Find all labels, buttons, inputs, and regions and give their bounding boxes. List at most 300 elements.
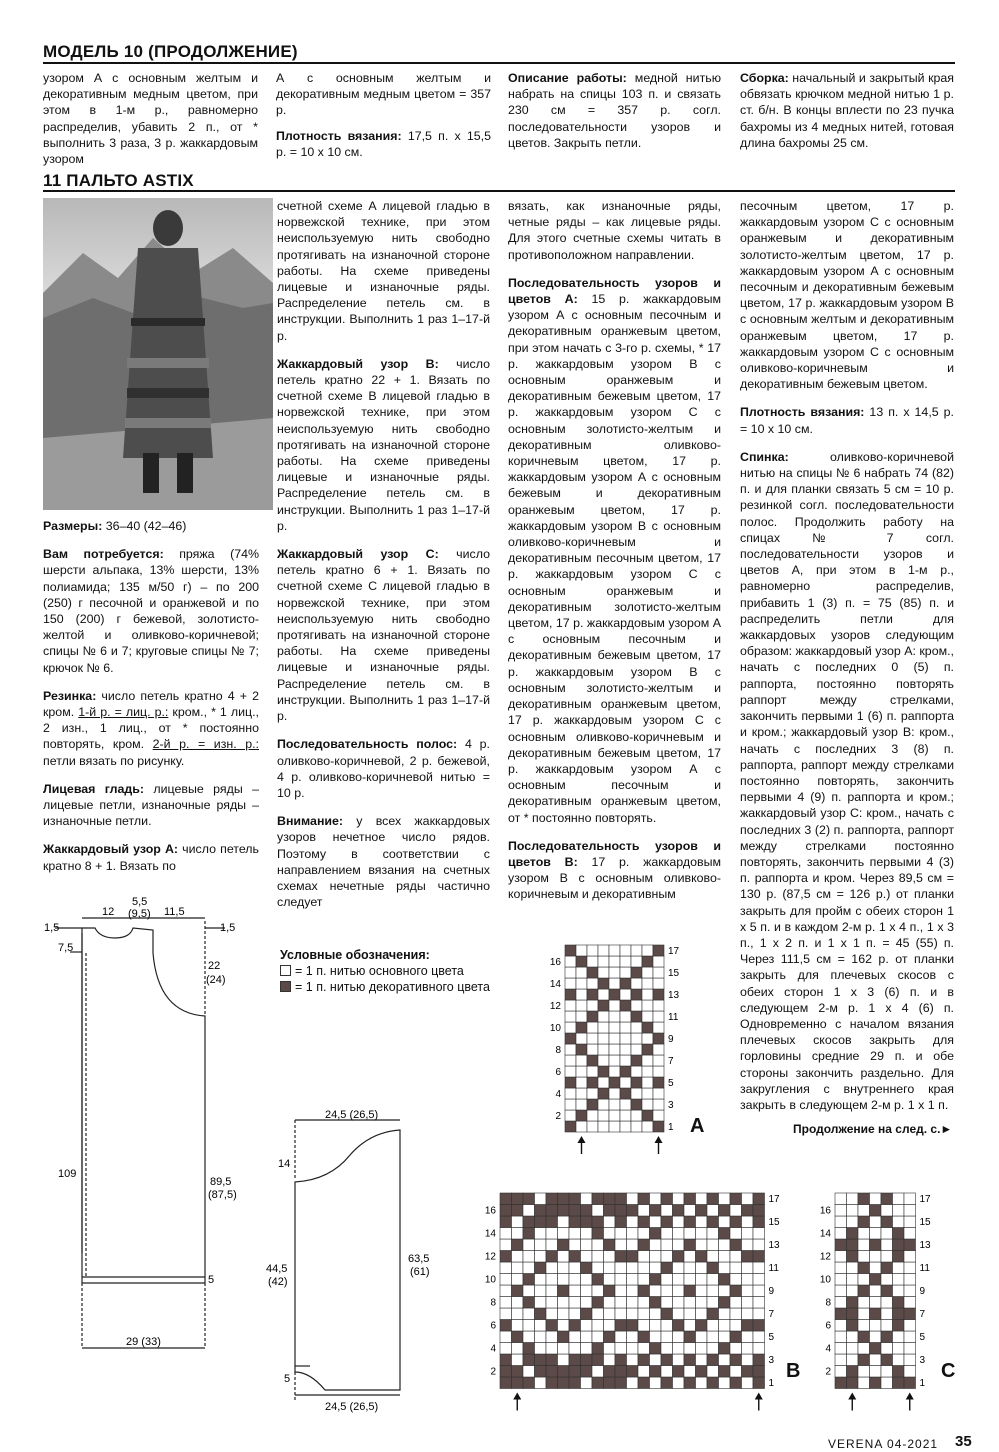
chart-cell (684, 1366, 696, 1378)
chart-cell (881, 1251, 893, 1263)
paragraph: А с основным желтым и декоративным медным цветом = 357 р. (276, 71, 491, 118)
chart-cell (598, 1121, 609, 1132)
chart-cell (653, 978, 664, 989)
chart-cell (858, 1308, 870, 1320)
chart-cell (650, 1285, 662, 1297)
chart-cell (638, 1285, 650, 1297)
arrow-up-icon (906, 1393, 914, 1400)
chart-cell (604, 1354, 616, 1366)
chart-cell (753, 1193, 765, 1205)
chart-cell (500, 1274, 512, 1286)
chart-cell (592, 1377, 604, 1389)
chart-cell (609, 1022, 620, 1033)
chart-cell (870, 1343, 882, 1355)
chart-cell (615, 1193, 627, 1205)
chart-cell (535, 1377, 547, 1389)
chart-cell (881, 1366, 893, 1378)
text: 15 р. жаккардовым узором А с основным песочным и декоративным оранжевым цветом, при этом начать с 3-го р. схемы, * 17 р. жаккардовым узором В с основным оранжевым и декоративным бежевым цветом, 17 р. жаккардовым узором С с основным золотисто-желтым и декоративным оливково-коричневым цветом, 17 р. жаккардовым узором А с основным бежевым и декоративным оранжевым цветом, 17 р. жаккардовым узором В с основным оливково-коричневым и декоративным песочным цветом, 17 р. жаккардовым узором С с основным оранжевым и декоративным золотисто-желтым цветом, 17 р. жаккардовым узором А с основным песочным и декоративным бежевым цветом, 17 р. жаккардовым узором В с основным золотисто-желтым и декоративным оранжевым цветом, 17 р. жаккардовым узором С с основным оливково-коричневым и декоративным бежевым цветом, 17 р. жаккардовым узором А с основным песочным и декоративным оранжевым цветом, от * постоянно повторять. (508, 292, 721, 825)
chart-cell (535, 1343, 547, 1355)
chart-cell (631, 1033, 642, 1044)
label: Последовательность узоров и цветов В: (508, 838, 721, 869)
row-number: 8 (825, 1297, 831, 1309)
chart-cell (604, 1297, 616, 1309)
model10-col2 (276, 70, 491, 169)
chart-cell (847, 1193, 859, 1205)
chart-cell (753, 1320, 765, 1332)
chart-cell (587, 1110, 598, 1121)
chart-cell (569, 1297, 581, 1309)
chart-cell (858, 1297, 870, 1309)
chart-cell (847, 1320, 859, 1332)
label: Жаккардовый узор С: (277, 547, 439, 562)
chart-cell (835, 1331, 847, 1343)
chart-cell (535, 1251, 547, 1263)
chart-cell (870, 1377, 882, 1389)
chart-cell (523, 1205, 535, 1217)
chart-cell (558, 1251, 570, 1263)
chart-cell (719, 1377, 731, 1389)
dim-label: 24,5 (26,5) (325, 1401, 379, 1413)
chart-cell (627, 1251, 639, 1263)
chart-cell (893, 1343, 905, 1355)
chart-cell (587, 956, 598, 967)
chart-cell (620, 978, 631, 989)
chart-cell (707, 1331, 719, 1343)
section-title-model10: МОДЕЛЬ 10 (ПРОДОЛЖЕНИЕ) (43, 42, 298, 61)
chart-cell (893, 1216, 905, 1228)
chart-cell (576, 978, 587, 989)
chart-cell (870, 1320, 882, 1332)
chart-cell (620, 967, 631, 978)
row-number: 10 (819, 1274, 831, 1286)
chart-cell (546, 1228, 558, 1240)
text: 2-й р. = изн. р.: (152, 737, 259, 752)
text: число петель кратно 22 + 1. Вязать по счетной схеме В лицевой гладью в норвежской технике, при этом неиспользуемую нить свободно протягивать на изнаночной стороне работы. На схеме приведены лицевые и изнаночные ряды. Распределение петель см. в инструкции. Выполнить 1 раз 1–17-й р. (277, 356, 490, 533)
chart-cell (893, 1239, 905, 1251)
dim-label: 11,5 (164, 906, 185, 918)
chart-cell (661, 1343, 673, 1355)
chart-cell (847, 1274, 859, 1286)
chart-cell (627, 1320, 639, 1332)
chart-cell (881, 1262, 893, 1274)
chart-cell (753, 1239, 765, 1251)
chart-cell (847, 1354, 859, 1366)
chart-cell (638, 1331, 650, 1343)
chart-cell (609, 1055, 620, 1066)
text: оливково-коричневой нитью на спицы № 6 набрать 74 (82) п. и для планки связать 5 см = 10 р. резинкой согл. последовательности полос. Продолжить работу на спицах № 7 согл. последовательности узоров и цветов А, при этом в 1-м р., равномерно распределив, прибавить 1 (3) п. = 75 (85) п. и распределить петли для жаккардовых узоров следующим образом: жаккардовый узор А: кром., начать с последних 0 (5) п. раппорта, постоянно повторять раппорт между стрелками, закончить первыми 1 (6) п. раппорта и кром.; жаккардовый узор В: кром., начать с последних 3 (8) п. раппорта, раппорт между стрелками постоянно повторять, закончить первыми 4 (9) п. раппорта и кром.; жаккардовый узор С: кром., начать с последних 3 (2) п. раппорта, раппорт между стрелками постоянно повторять, закончить первыми 4 (3) п. раппорта и кром. Через 89,5 см = 130 р. (87,5 см = 126 р.) от планки закрыть для пройм с обеих сторон 1 х 5 п. и в каждом 2-м р. 1 х 4 п., 1 х 3 п., 1 х 2 п. и 1 х 1 п. = 45 (55) п. Через 111,5 см = 162 р. от планки закрыть для плечевых скосов с обеих сторон 1 х 3 (6) п. и в следующем 2-м р. 1 х 4 (6) п. Одновременно с началом вязания плечевых скосов закрыть для горловины средние 29 п. и обе стороны закончить раздельно. Для закругления с внутреннего края закрыть в следующем 2-м р. 1 х 1 п. (740, 449, 954, 1112)
row-number: 3 (768, 1355, 775, 1367)
chart-cell (638, 1274, 650, 1286)
chart-cell (650, 1216, 662, 1228)
model10-col1 (43, 70, 258, 176)
chart-cell (558, 1274, 570, 1286)
chart-cell (558, 1343, 570, 1355)
chart-cell (707, 1308, 719, 1320)
chart-cell (696, 1216, 708, 1228)
chart-cell (870, 1366, 882, 1378)
chart-cell (569, 1285, 581, 1297)
chart-cell (730, 1366, 742, 1378)
row-number: 4 (555, 1088, 561, 1100)
chart-cell (753, 1308, 765, 1320)
chart-cell (581, 1205, 593, 1217)
row-number: 2 (555, 1110, 561, 1122)
dim-label: 7,5 (58, 942, 74, 954)
chart-cell (835, 1228, 847, 1240)
chart-cell (500, 1366, 512, 1378)
chart-cell (598, 989, 609, 1000)
chart-cell (847, 1331, 859, 1343)
chart-cell (753, 1216, 765, 1228)
chart-cell (627, 1228, 639, 1240)
paragraph (277, 356, 490, 534)
legend (280, 947, 490, 995)
chart-cell (598, 1033, 609, 1044)
chart-cell (638, 1193, 650, 1205)
paragraph: счетной схеме А лицевой гладью в норвежской технике, при этом неиспользуемую нить свободно протягивать на изнаночной стороне работы. На схеме приведены лицевые и изнаночные ряды. Распределение петель см. в инструкции. Выполнить 1 раз 1–17-й р. (277, 199, 490, 343)
row-number: 7 (919, 1309, 926, 1321)
chart-cell (696, 1274, 708, 1286)
row-number: 13 (668, 989, 680, 1001)
chart-cell (742, 1239, 754, 1251)
chart-cell (847, 1297, 859, 1309)
chart-cell (661, 1320, 673, 1332)
chart-cell (512, 1228, 524, 1240)
dim-label: 14 (278, 1158, 291, 1170)
label: Последовательность узоров и цветов А: (508, 275, 721, 307)
chart-cell (684, 1320, 696, 1332)
chart-cell (653, 1044, 664, 1055)
chart-cell (642, 1099, 653, 1110)
chart-cell (847, 1285, 859, 1297)
chart-cell (753, 1228, 765, 1240)
chart-cell (730, 1228, 742, 1240)
chart-cell (642, 1022, 653, 1033)
chart-cell (730, 1354, 742, 1366)
chart-cell (576, 945, 587, 956)
chart-cell (546, 1366, 558, 1378)
chart-cell (835, 1377, 847, 1389)
title-rule (43, 190, 955, 192)
chart-cell (620, 945, 631, 956)
chart-cell (893, 1331, 905, 1343)
chart-cell (523, 1285, 535, 1297)
chart-cell (587, 1022, 598, 1033)
chart-cell (673, 1366, 685, 1378)
chart-cell (581, 1216, 593, 1228)
chart-cell (881, 1193, 893, 1205)
chart-cell (650, 1274, 662, 1286)
chart-cell (904, 1377, 916, 1389)
chart-cell (631, 1088, 642, 1099)
chart-cell (673, 1274, 685, 1286)
chart-cell (661, 1308, 673, 1320)
chart-cell (835, 1343, 847, 1355)
chart-cell (642, 1044, 653, 1055)
chart-cell (642, 1011, 653, 1022)
row-number: 9 (668, 1033, 674, 1045)
chart-cell (753, 1377, 765, 1389)
back-pattern-schematic (40, 893, 250, 1413)
chart-cell (604, 1262, 616, 1274)
paragraph (277, 736, 490, 801)
label: Спинка: (740, 449, 789, 464)
chart-cell (615, 1262, 627, 1274)
chart-cell (719, 1343, 731, 1355)
chart-cell (620, 1110, 631, 1121)
chart-cell (753, 1285, 765, 1297)
chart-cell (500, 1262, 512, 1274)
chart-cell (642, 1033, 653, 1044)
chart-cell (730, 1262, 742, 1274)
chart-cell (858, 1320, 870, 1332)
chart-cell (500, 1320, 512, 1332)
row-number: 16 (549, 956, 561, 968)
chart-cell (719, 1297, 731, 1309)
chart-cell (835, 1239, 847, 1251)
chart-cell (661, 1205, 673, 1217)
chart-cell (587, 1033, 598, 1044)
chart-cell (707, 1366, 719, 1378)
chart-cell (535, 1308, 547, 1320)
chart-cell (719, 1285, 731, 1297)
row-number: 17 (768, 1194, 780, 1206)
chart-cell (620, 1011, 631, 1022)
chart-cell (673, 1377, 685, 1389)
text: число петель кратно 8 + 1. Вязать по (43, 842, 259, 873)
chart-cell (523, 1251, 535, 1263)
chart-cell (558, 1320, 570, 1332)
chart-cell (730, 1297, 742, 1309)
paragraph: песочным цветом, 17 р. жаккардовым узором С с основным оранжевым и декоративным золотисто-желтым цветом, 17 р. жаккардовым узором А с основным песочным и декоративным бежевым цветом, 17 р. жаккардовым узором В с основным желтым и декоративным оранжевым цветом, 17 р. жаккардовым узором С с основным оливково-коричневым и декоративным бежевым цветом. (740, 199, 954, 392)
chart-cell (627, 1331, 639, 1343)
row-number: 5 (919, 1332, 926, 1344)
chart-cell (500, 1343, 512, 1355)
chart-cell (858, 1205, 870, 1217)
chart-cell (730, 1331, 742, 1343)
chart-cell (858, 1262, 870, 1274)
model-photo (43, 198, 273, 510)
chart-cell (719, 1262, 731, 1274)
chart-cell (535, 1285, 547, 1297)
chart-cell (661, 1366, 673, 1378)
dim-label: (42) (268, 1276, 288, 1288)
chart-cell (638, 1205, 650, 1217)
chart-cell (742, 1354, 754, 1366)
chart-cell (653, 967, 664, 978)
chart-cell (673, 1216, 685, 1228)
label: Описание работы: (508, 71, 627, 85)
chart-cell (615, 1343, 627, 1355)
chart-cell (631, 1044, 642, 1055)
chart-cell (627, 1205, 639, 1217)
chart-cell (609, 1011, 620, 1022)
arrow-up-icon (755, 1393, 763, 1400)
chart-cell (620, 1077, 631, 1088)
chart-cell (673, 1205, 685, 1217)
chart-cell (587, 978, 598, 989)
text: число петель кратно 6 + 1. Вязать по счетной схеме С лицевой гладью в норвежской технике, при этом неиспользуемую нить свободно протягивать на изнаночной стороне работы. На схеме приведены лицевые и изнаночные ряды. Распределение петель см. в инструкции. Выполнить 1 раз 1–17-й р. (277, 547, 490, 724)
chart-cell (653, 1121, 664, 1132)
chart-cell (638, 1228, 650, 1240)
chart-cell (558, 1297, 570, 1309)
chart-cell (576, 1055, 587, 1066)
text: 17,5 п. х 15,5 р. = 10 х 10 см. (276, 128, 491, 159)
chart-cell (604, 1193, 616, 1205)
chart-cell (565, 978, 576, 989)
chart-cell (546, 1320, 558, 1332)
chart-cell (535, 1239, 547, 1251)
chart-cell (730, 1343, 742, 1355)
row-number: 8 (555, 1044, 561, 1056)
chart-cell (661, 1297, 673, 1309)
chart-cell (904, 1205, 916, 1217)
chart-cell (576, 1121, 587, 1132)
chart-cell (881, 1228, 893, 1240)
chart-cell (707, 1228, 719, 1240)
chart-cell (835, 1308, 847, 1320)
chart-cell (742, 1262, 754, 1274)
white-square-icon (280, 965, 291, 976)
chart-cell (587, 1011, 598, 1022)
chart-cell (673, 1320, 685, 1332)
chart-cell (558, 1354, 570, 1366)
chart-cell (576, 1066, 587, 1077)
chart-cell (535, 1331, 547, 1343)
chart-cell (881, 1377, 893, 1389)
row-number: 10 (549, 1022, 561, 1034)
dim-label: (61) (410, 1266, 430, 1278)
chart-cell (881, 1285, 893, 1297)
chart-cell (742, 1320, 754, 1332)
chart-cell (581, 1228, 593, 1240)
chart-cell (742, 1366, 754, 1378)
chart-cell (587, 945, 598, 956)
chart-cell (638, 1366, 650, 1378)
chart-cell (598, 1099, 609, 1110)
chart-cell (653, 1077, 664, 1088)
chart-cell (742, 1343, 754, 1355)
chart-cell (653, 1022, 664, 1033)
row-number: 6 (555, 1066, 561, 1078)
chart-cell (719, 1228, 731, 1240)
chart-cell (870, 1331, 882, 1343)
text: 17 р. жаккардовым узором В с основным оливково-коричневым и декоративным (508, 854, 721, 902)
chart-cell (696, 1331, 708, 1343)
chart-cell (653, 945, 664, 956)
chart-cell (650, 1297, 662, 1309)
chart-cell (638, 1320, 650, 1332)
chart-cell (642, 1110, 653, 1121)
chart-cell (707, 1216, 719, 1228)
paragraph (508, 70, 721, 151)
chart-cell (565, 1066, 576, 1077)
row-number: 6 (490, 1320, 496, 1332)
text: кром., * 1 лиц., 2 изн., 1 лиц., от * постоянно повторять, кром. (43, 705, 260, 752)
chart-cell (604, 1377, 616, 1389)
label: Жаккардовый узор А: (43, 842, 179, 857)
chart-cell (592, 1216, 604, 1228)
chart-cell (881, 1216, 893, 1228)
chart-cell (592, 1343, 604, 1355)
chart-cell (661, 1251, 673, 1263)
chart-cell (870, 1205, 882, 1217)
chart-cell (870, 1228, 882, 1240)
chart-cell (609, 1000, 620, 1011)
chart-cell (558, 1308, 570, 1320)
label: Резинка: (43, 688, 97, 703)
chart-cell (870, 1354, 882, 1366)
chart-cell (500, 1205, 512, 1217)
legend-item-main (280, 963, 490, 979)
chart-cell (604, 1228, 616, 1240)
chart-cell (696, 1354, 708, 1366)
chart-cell (615, 1354, 627, 1366)
chart-cell (881, 1331, 893, 1343)
label: Плотность вязания: (740, 405, 865, 420)
row-number: 3 (919, 1355, 926, 1367)
row-number: 16 (484, 1205, 496, 1217)
chart-cell (835, 1285, 847, 1297)
chart-cell (631, 978, 642, 989)
chart-cell (620, 1044, 631, 1055)
chart-cell (576, 1088, 587, 1099)
chart-cell (835, 1366, 847, 1378)
chart-cell (642, 945, 653, 956)
chart-cell (546, 1251, 558, 1263)
chart-cell (730, 1216, 742, 1228)
row-number: 6 (825, 1320, 831, 1332)
chart-cell (598, 1077, 609, 1088)
chart-cell (569, 1205, 581, 1217)
chart-cell (893, 1308, 905, 1320)
chart-cell (565, 989, 576, 1000)
chart-C-label: C (941, 1360, 956, 1382)
chart-cell (558, 1331, 570, 1343)
chart-cell (870, 1262, 882, 1274)
chart-cell (592, 1228, 604, 1240)
chart-cell (512, 1274, 524, 1286)
chart-cell (753, 1366, 765, 1378)
chart-cell (587, 1066, 598, 1077)
chart-B-grid (480, 1185, 810, 1410)
row-number: 11 (668, 1011, 679, 1023)
chart-cell (719, 1331, 731, 1343)
page-number: 35 (955, 1433, 972, 1450)
chart-cell (569, 1366, 581, 1378)
chart-cell (592, 1193, 604, 1205)
chart-cell (904, 1366, 916, 1378)
chart-cell (565, 1000, 576, 1011)
chart-cell (569, 1239, 581, 1251)
chart-cell (870, 1297, 882, 1309)
chart-cell (835, 1193, 847, 1205)
chart-cell (558, 1285, 570, 1297)
chart-cell (523, 1366, 535, 1378)
chart-cell (569, 1320, 581, 1332)
text: 13 п. х 14,5 р. = 10 х 10 см. (740, 405, 954, 436)
chart-B-label: B (786, 1360, 801, 1382)
legend-item-text: = 1 п. нитью декоративного цвета (295, 980, 490, 994)
row-number: 13 (919, 1240, 931, 1252)
chart-cell (609, 1110, 620, 1121)
chart-cell (673, 1239, 685, 1251)
chart-cell (631, 989, 642, 1000)
chart-cell (546, 1377, 558, 1389)
row-number: 14 (549, 978, 561, 990)
chart-cell (604, 1285, 616, 1297)
chart-cell (627, 1285, 639, 1297)
